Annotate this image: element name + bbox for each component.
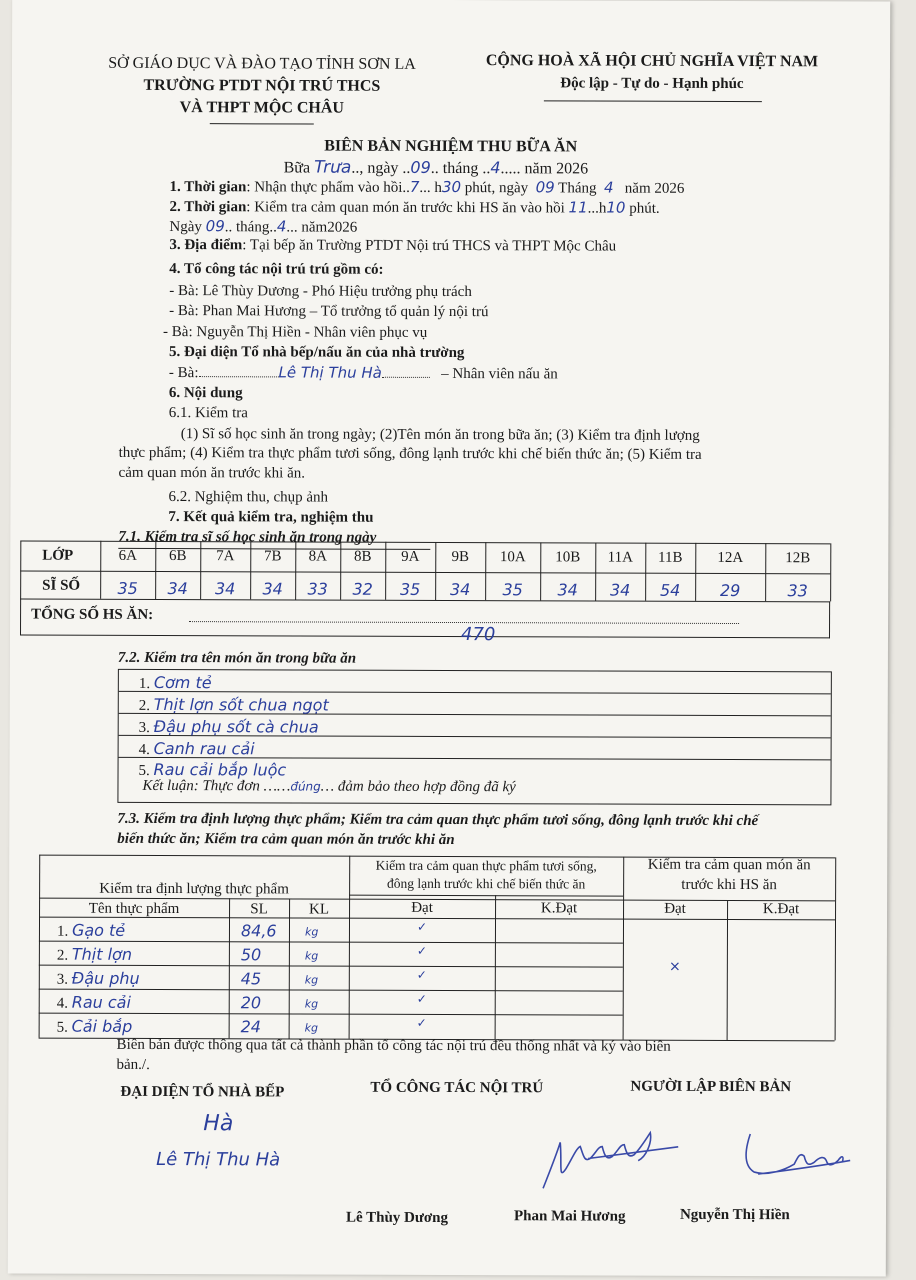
item-5-kitchen-heading: 5. Đại diện Tổ nhà bếp/nấu ăn của nhà trường [168, 344, 465, 362]
section-7-2-title: 7.2. Kiểm tra tên món ăn trong bữa ăn [117, 649, 357, 667]
food-row: 4. Rau cải [56, 992, 131, 1012]
food-row: 2. Thịt lợn [56, 944, 133, 964]
item-4-team-heading: 4. Tổ công tác nội trú trú gồm có: [169, 261, 384, 278]
school-name-line1: TRƯỜNG PTDT NỘI TRÚ THCS [143, 76, 381, 95]
class-name: 12B [785, 550, 811, 567]
col-sl: SL [250, 901, 268, 918]
class-name: 12A [717, 549, 744, 567]
col-kl: KL [309, 901, 330, 918]
fresh-pass-mark: ✓ [416, 991, 427, 1006]
total-students-value: 470 [460, 624, 496, 646]
class-count: 35 [117, 578, 138, 598]
class-name: 10B [555, 549, 581, 566]
fresh-pass-mark: ✓ [416, 967, 427, 982]
food-unit: kg [304, 973, 319, 987]
header-quantity-check: Kiểm tra định lượng thực phẩm [99, 880, 289, 898]
meal-line: Bữa Trưa.., ngày ..09.. tháng ..4..... năm 2026 [283, 157, 589, 178]
national-motto: Độc lập - Tự do - Hạnh phúc [560, 75, 744, 93]
team-signature [528, 1120, 688, 1201]
item-6-2: 6.2. Nghiệm thu, chụp ảnh [168, 489, 329, 506]
signer-name-2: Phan Mai Hương [513, 1208, 626, 1225]
check-list-line3: cảm quan món ăn trước khi ăn. [118, 464, 306, 482]
food-quantity: 84,6 [240, 921, 277, 941]
header-left-underline [210, 123, 314, 124]
dish-item: 3. Đậu phụ sốt cà chua [138, 716, 319, 737]
section-7-3-title-line2: biến thức ăn; Kiểm tra cảm quan món ăn trước khi ăn [117, 830, 455, 849]
class-count: 35 [502, 580, 523, 600]
food-row: 5. Cải bắp [56, 1016, 133, 1036]
col-food-name: Tên thực phẩm [88, 900, 180, 918]
kitchen-signature: Hà [203, 1111, 234, 1137]
fresh-pass-mark: ✓ [416, 1015, 427, 1030]
item-2-check-time: 2. Thời gian: Kiểm tra cảm quan món ăn trước khi HS ăn vào hồi 11...h10 phút. [169, 198, 660, 217]
item-3-location: 3. Địa điểm: Tại bếp ăn Trường PTDT Nội trú THCS và THPT Mộc Châu [169, 237, 617, 255]
signature-title-author: NGƯỜI LẬP BIÊN BẢN [630, 1078, 792, 1096]
col-sensory-pass: Đạt [664, 900, 686, 917]
col-fresh-fail: K.Đạt [540, 900, 578, 917]
food-unit: kg [304, 925, 319, 939]
national-title: CỘNG HOÀ XÃ HỘI CHỦ NGHĨA VIỆT NAM [485, 52, 819, 71]
col-sensory-fail: K.Đạt [762, 901, 800, 918]
class-count: 35 [399, 579, 421, 599]
total-students-label: TỔNG SỐ HS ĂN: [31, 606, 154, 623]
food-unit: kg [304, 997, 319, 1011]
department-name: SỞ GIÁO DỤC VÀ ĐÀO TẠO TỈNH SƠN LA [108, 54, 416, 73]
header-sensory-check-line1: Kiểm tra cảm quan món ăn [647, 856, 811, 874]
dish-item: 5. Rau cải bắp luộc [138, 759, 287, 780]
class-count: 34 [557, 580, 578, 600]
item-2-date: Ngày 09.. tháng..4... năm2026 [169, 217, 358, 236]
header-fresh-check-line2: đông lạnh trước khi chế biến thức ăn [386, 875, 586, 892]
class-count: 34 [609, 580, 631, 600]
sensory-pass-mark: × [668, 958, 681, 975]
dish-list-box [117, 669, 831, 805]
class-count: 33 [307, 579, 328, 599]
meal-name: Trưa [314, 157, 352, 178]
item-7-results-heading: 7. Kết quả kiểm tra, nghiệm thu [168, 509, 374, 526]
food-quantity: 24 [240, 1017, 262, 1037]
document-page [8, 0, 890, 1277]
kitchen-representative: - Bà: Lê Thị Thu Hà – Nhân viên nấu ăn [168, 363, 558, 383]
col-fresh-pass: Đạt [411, 899, 433, 916]
class-count: 34 [167, 579, 188, 599]
author-signature [738, 1126, 858, 1186]
class-name: 10A [499, 549, 526, 566]
food-row: 3. Đậu phụ [56, 968, 140, 988]
signer-name-3: Nguyễn Thị Hiền [679, 1206, 790, 1224]
class-name: 7A [216, 548, 235, 565]
item-6-content-heading: 6. Nội dung [168, 385, 243, 402]
team-member-2: - Bà: Phan Mai Hương – Tổ trưởng tổ quản lý nội trú [169, 303, 489, 321]
class-count: 29 [719, 580, 741, 601]
menu-conclusion: Kết luận: Thực đơn ……đúng… đảm bảo theo hợp đồng đã ký [142, 777, 516, 796]
class-name: 11A [607, 549, 633, 566]
row-label-count: SĨ SỐ [42, 577, 81, 594]
class-name: 6A [118, 547, 137, 564]
item-1-receive-time: 1. Thời gian: Nhận thực phẩm vào hồi..7... h30 phút, ngày 09 Tháng 4 năm 2026 [169, 177, 685, 197]
class-count: 34 [262, 579, 283, 599]
food-unit: kg [304, 1021, 319, 1035]
section-7-3-title-line1: 7.3. Kiểm tra định lượng thực phẩm; Kiểm tra cảm quan thực phẩm tươi sống, đông lạnh trước khi chế [117, 810, 759, 830]
food-quantity: 50 [240, 945, 262, 965]
closing-line2: bản./. [116, 1056, 150, 1073]
food-row: 1. Gạo tẻ [56, 920, 126, 940]
item-6-1: 6.1. Kiểm tra [168, 405, 248, 422]
class-count: 32 [352, 579, 373, 599]
dish-item: 2. Thịt lợn sốt chua ngọt [138, 694, 329, 715]
class-name: 9B [451, 549, 470, 566]
food-quantity: 20 [240, 993, 262, 1013]
class-name: 7B [263, 548, 282, 565]
check-list-line2: thực phẩm; (4) Kiểm tra thực phẩm tươi sống, đông lạnh trước khi chế biến thức ăn; (5) Kiểm tra [118, 444, 702, 463]
header-fresh-check-line1: Kiểm tra cảm quan thực phẩm tươi sống, [375, 857, 597, 874]
food-quality-table [39, 855, 836, 1041]
closing-line1: Biên bản được thông qua tất cả thành phần tổ công tác nội trú đều thống nhất và ký vào biên [116, 1036, 671, 1055]
section-7-1-title: 7.1. Kiểm tra sĩ số học sinh ăn trong ngày [118, 528, 377, 546]
header-sensory-check-line2: trước khi HS ăn [681, 876, 777, 894]
class-count: 33 [787, 581, 808, 601]
fresh-pass-mark: ✓ [416, 919, 428, 934]
team-member-3: - Bà: Nguyễn Thị Hiền - Nhân viên phục vụ [163, 324, 428, 341]
class-count: 34 [449, 580, 471, 600]
meal-day: 09 [410, 157, 431, 177]
fresh-pass-mark: ✓ [416, 943, 427, 958]
signer-name-1: Lê Thùy Dương [345, 1209, 449, 1227]
class-name: 6B [168, 548, 187, 565]
class-name: 9A [401, 548, 420, 565]
class-count: 54 [659, 580, 681, 600]
dish-item: 4. Canh rau cải [138, 738, 255, 759]
kitchen-signer-name: Lê Thị Thu Hà [156, 1148, 281, 1171]
class-name: 8B [353, 548, 372, 565]
class-count: 34 [214, 579, 236, 599]
food-quantity: 45 [240, 969, 262, 989]
document-title: BIÊN BẢN NGHIỆM THU BỮA ĂN [324, 137, 578, 156]
signature-title-kitchen: ĐẠI DIỆN TỔ NHÀ BẾP [120, 1083, 285, 1101]
team-member-1: - Bà: Lê Thùy Dương - Phó Hiệu trưởng phụ trách [169, 283, 472, 301]
header-right-underline [544, 100, 762, 102]
meal-month: 4 [490, 158, 501, 178]
school-name-line2: VÀ THPT MỘC CHÂU [179, 99, 345, 117]
food-unit: kg [304, 949, 319, 963]
class-name: 11B [658, 549, 683, 566]
row-label-class: LỚP [42, 547, 74, 564]
dish-item: 1. Cơm tẻ [138, 672, 212, 693]
check-list-line1: (1) Sĩ số học sinh ăn trong ngày; (2)Tên món ăn trong bữa ăn; (3) Kiểm tra định lượng [180, 426, 700, 444]
signature-title-team: TỔ CÔNG TÁC NỘI TRÚ [370, 1079, 544, 1097]
class-name: 8A [308, 548, 327, 565]
total-students-box [20, 599, 830, 646]
kitchen-rep-name: Lê Thị Thu Hà [278, 363, 382, 382]
